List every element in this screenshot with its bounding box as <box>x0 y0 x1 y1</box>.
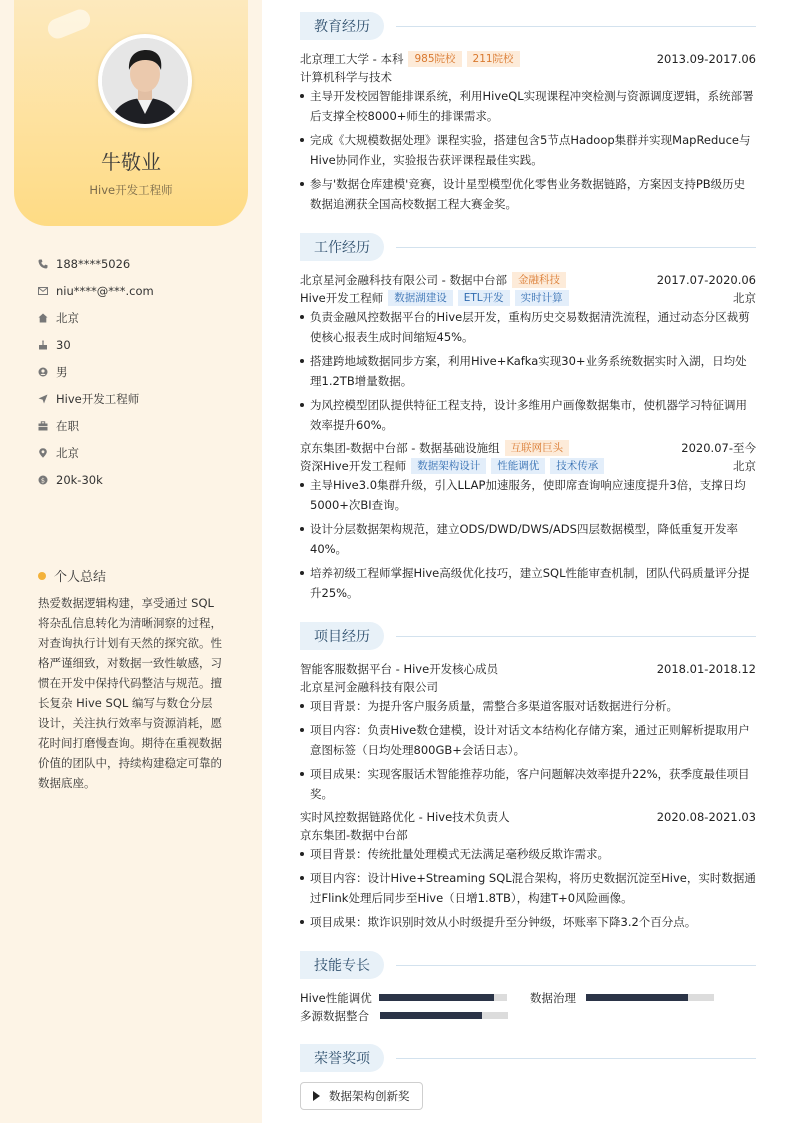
summary-heading <box>38 566 106 585</box>
list-item: 项目内容：设计Hive+Streaming SQL混合架构，将历史数据沉淀至Hive，实时数据通过Flink处理后同步至Hive（日增1.8TB），构建T+0风险画像。 <box>300 868 756 908</box>
school-tag: 211院校 <box>467 51 520 67</box>
skill-name: 多源数据整合 <box>300 1009 369 1023</box>
contact-value: 30 <box>56 337 71 352</box>
contact-value: 在职 <box>56 418 79 433</box>
section-education <box>300 12 756 40</box>
contact-value: 188****5026 <box>56 256 131 271</box>
job-bullets <box>300 307 756 439</box>
list-item: 培养初级工程师掌握Hive高级优化技巧，建立SQL性能审查机制，团队代码质量评分提升25%。 <box>300 563 756 603</box>
divider <box>396 26 756 27</box>
list-item: 负责金融风控数据平台的Hive层开发，重构历史交易数据清洗流程，通过动态分区裁剪使核心报表生成时间缩短45%。 <box>300 307 756 347</box>
summary-heading-text: 个人总结 <box>54 570 107 585</box>
send-icon <box>38 394 56 404</box>
award-item <box>300 1082 423 1110</box>
project-org-row <box>300 826 756 844</box>
role-tag: 数据架构设计 <box>411 458 486 474</box>
list-item: 参与'数据仓库建模'竞赛，设计星型模型优化零售业务数据链路，方案因支持PB级历史数据追溯获全国高校数据工程大赛金奖。 <box>300 174 756 214</box>
contact-phone <box>38 250 154 277</box>
section-title: 教育经历 <box>300 12 384 40</box>
contact-status <box>38 412 154 439</box>
contact-age <box>38 331 154 358</box>
company-name: 京东集团-数据中台部 - 数据基础设施组 <box>300 441 500 455</box>
skill-item <box>300 989 372 1007</box>
project-org: 京东集团-数据中台部 <box>300 828 408 842</box>
salary-icon <box>38 475 56 485</box>
school-name: 北京理工大学 - 本科 <box>300 52 404 66</box>
list-item: 项目内容：负责Hive数仓建模，设计对话文本结构化存储方案，通过正则解析提取用户意图标签（日均处理800GB+会话日志）。 <box>300 720 756 760</box>
job-bullets <box>300 475 756 607</box>
gender-icon <box>38 367 56 377</box>
section-projects <box>300 622 756 650</box>
sidebar <box>0 0 262 1123</box>
location-pin-icon <box>38 448 56 458</box>
section-title: 荣誉奖项 <box>300 1044 384 1072</box>
skill-item <box>530 989 576 1007</box>
contact-email <box>38 277 154 304</box>
skill-bar <box>586 994 714 1001</box>
major: 计算机科学与技术 <box>300 70 392 84</box>
svg-text:$: $ <box>40 475 46 484</box>
role-tag: ETL开发 <box>458 290 510 306</box>
contact-value: 北京 <box>56 445 79 460</box>
section-title: 技能专长 <box>300 951 384 979</box>
skill-bar <box>379 994 507 1001</box>
skill-item <box>300 1007 369 1025</box>
job-role: 资深Hive开发工程师 <box>300 459 407 473</box>
contact-salary <box>38 466 154 493</box>
company-name: 北京星河金融科技有限公司 - 数据中台部 <box>300 273 507 287</box>
divider <box>396 247 756 248</box>
project-period: 2018.01-2018.12 <box>656 662 756 676</box>
project-header <box>300 808 756 826</box>
section-skills <box>300 951 756 979</box>
contact-value: 男 <box>56 364 68 379</box>
skill-bar <box>380 1012 508 1019</box>
job-role-row <box>300 289 756 307</box>
project-bullets <box>300 696 756 808</box>
education-major-row <box>300 68 756 86</box>
section-title: 项目经历 <box>300 622 384 650</box>
contact-home <box>38 304 154 331</box>
job-period: 2020.07-至今 <box>681 441 756 455</box>
role-tag: 实时计算 <box>515 290 569 306</box>
mail-icon <box>38 286 56 296</box>
section-title: 工作经历 <box>300 233 384 261</box>
avatar <box>98 34 192 128</box>
list-item: 设计分层数据架构规范，建立ODS/DWD/DWS/ADS四层数据模型，降低重复开发率40%。 <box>300 519 756 559</box>
candidate-name: 牛敬业 <box>101 150 161 174</box>
contact-value: 北京 <box>56 310 79 325</box>
contact-value: Hive开发工程师 <box>56 391 140 406</box>
school-tag: 985院校 <box>408 51 461 67</box>
list-item: 完成《大规模数据处理》课程实验，搭建包含5节点Hadoop集群并实现MapReduce与Hive协同作业，实验报告获评课程最佳实践。 <box>300 130 756 170</box>
section-awards <box>300 1044 756 1072</box>
project-header <box>300 660 756 678</box>
contact-value: 20k-30k <box>56 472 103 487</box>
list-item: 主导Hive3.0集群升级，引入LLAP加速服务，使即席查询响应速度提升3倍，支撑日均5000+次BI查询。 <box>300 475 756 515</box>
project-period: 2020.08-2021.03 <box>656 810 756 824</box>
skill-bar-fill <box>380 1012 482 1019</box>
list-item: 项目背景：为提升客户服务质量，需整合多渠道客服对话数据进行分析。 <box>300 696 756 716</box>
project-name: 智能客服数据平台 - Hive开发核心成员 <box>300 662 499 676</box>
divider <box>396 636 756 637</box>
role-tag: 技术传承 <box>550 458 604 474</box>
list-item: 为风控模型团队提供特征工程支持，设计多维用户画像数据集市，使机器学习特征调用效率提升60%。 <box>300 395 756 435</box>
briefcase-icon <box>38 421 56 431</box>
education-bullets <box>300 86 756 218</box>
job-role-row <box>300 457 756 475</box>
contact-city <box>38 439 154 466</box>
skill-bar-fill <box>586 994 688 1001</box>
company-tag: 金融科技 <box>512 272 566 288</box>
job-header <box>300 271 756 289</box>
job-role: Hive开发工程师 <box>300 291 384 305</box>
education-period: 2013.09-2017.06 <box>656 52 756 66</box>
phone-icon <box>38 259 56 269</box>
summary-text: 热爱数据逻辑构建，享受通过 SQL 将杂乱信息转化为清晰洞察的过程，对查询执行计划有天然的探究欲。性格严谨细致，对数据一致性敏感，习惯在开发中保持代码整洁与规范。擅长复杂 Hive SQL 编写与数仓分层设计，关注执行效率与资源消耗，愿花时间打磨慢查询。期待在重视数据价值的团队中，持续构建稳定可靠的数据底座。 <box>38 596 222 790</box>
candidate-title: Hive开发工程师 <box>89 183 173 197</box>
contact-value: niu****@***.com <box>56 283 154 298</box>
home-icon <box>38 313 56 323</box>
list-item: 搭建跨地域数据同步方案，利用Hive+Kafka实现30+业务系统数据实时入湖，日均处理1.2TB增量数据。 <box>300 351 756 391</box>
play-icon <box>313 1091 320 1101</box>
job-period: 2017.07-2020.06 <box>656 273 756 287</box>
contact-position <box>38 385 154 412</box>
award-name: 数据架构创新奖 <box>329 1089 410 1103</box>
list-item: 项目成果：欺诈识别时效从小时级提升至分钟级，坏账率下降3.2个百分点。 <box>300 912 756 932</box>
list-item: 项目背景：传统批量处理模式无法满足毫秒级反欺诈需求。 <box>300 844 756 864</box>
education-header <box>300 50 756 68</box>
job-city: 北京 <box>733 459 756 473</box>
divider <box>396 1058 756 1059</box>
project-org-row <box>300 678 756 696</box>
company-tag: 互联网巨头 <box>505 440 570 456</box>
cake-icon <box>38 340 56 350</box>
job-city: 北京 <box>733 291 756 305</box>
skill-name: 数据治理 <box>530 991 576 1005</box>
project-name: 实时风控数据链路优化 - Hive技术负责人 <box>300 810 510 824</box>
skill-bar-fill <box>379 994 494 1001</box>
role-tag: 性能调优 <box>491 458 545 474</box>
job-header <box>300 439 756 457</box>
project-bullets <box>300 844 756 936</box>
contact-gender <box>38 358 154 385</box>
divider <box>396 965 756 966</box>
avatar-photo <box>102 38 188 124</box>
contact-list <box>38 250 154 493</box>
decoration-shape <box>45 6 93 41</box>
skill-name: Hive性能调优 <box>300 991 372 1005</box>
project-org: 北京星河金融科技有限公司 <box>300 680 438 694</box>
role-tag: 数据湖建设 <box>388 290 453 306</box>
section-work <box>300 233 756 261</box>
list-item: 主导开发校园智能排课系统，利用HiveQL实现课程冲突检测与资源调度逻辑，系统部署后支撑全校8000+师生的排课需求。 <box>300 86 756 126</box>
list-item: 项目成果：实现客服话术智能推荐功能，客户问题解决效率提升22%，获季度最佳项目奖。 <box>300 764 756 804</box>
bullet-dot-icon <box>38 572 46 580</box>
